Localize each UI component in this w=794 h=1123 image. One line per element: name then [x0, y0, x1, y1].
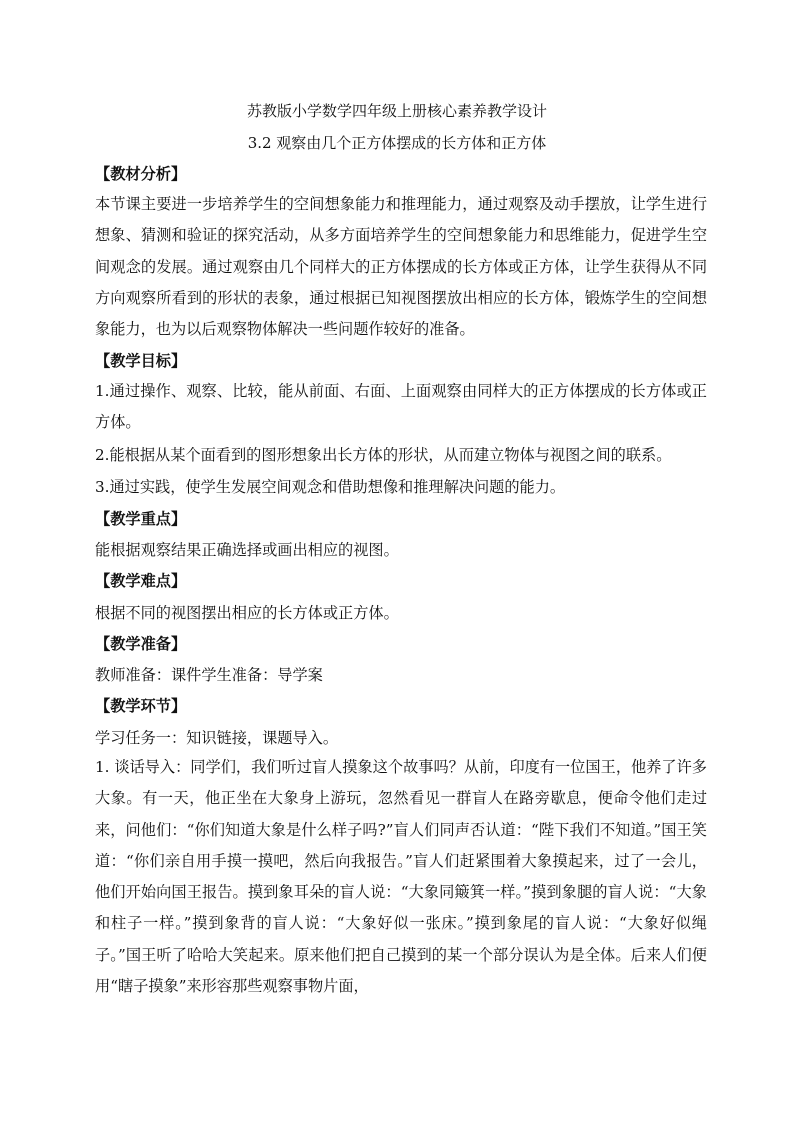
analysis-heading: 【教材分析】 [95, 165, 187, 183]
document-subtitle: 3.2 观察由几个正方体摆成的长方体和正方体 [247, 134, 547, 152]
preparation-text: 教师准备：课件学生准备：导学案 [95, 666, 323, 684]
key-points-text: 能根据观察结果正确选择或画出相应的视图。 [95, 541, 399, 559]
difficulties-heading: 【教学难点】 [95, 572, 187, 590]
goal-item-2: 2.能根据从某个面看到的图形想象出长方体的形状，从而建立物体与视图之间的联系。 [95, 446, 672, 464]
process-paragraph: 1. 谈话导入：同学们，我们听过盲人摸象这个故事吗？从前，印度有一位国王，他养了许多大象。有一天，他正坐在大象身上游玩，忽然看见一群盲人在路旁歇息，便命令他们走过来，问他们：“你们知道大象是什么样子吗?”盲人们同声否认道：“陛下我们不知道。”国王笑道：“你们亲自用手摸一摸吧，然后向我报告。”盲人们赶紧围着大象摸起来，过了一会儿，他们开始向国王报告。摸到象耳朵的盲人说：“大象同簸箕一样。”摸到象腿的盲人说：“大象和柱子一样。”摸到象背的盲人说：“大象好似一张床。”摸到象尾的盲人说：“大象好似绳子。”国王听了哈哈大笑起来。原来他们把自己摸到的某一个部分误认为是全体。后来人们便用“瞎子摸象”来形容那些观察事物片面， [95, 758, 707, 996]
key-points-heading: 【教学重点】 [95, 510, 187, 528]
goal-item-3: 3.通过实践，使学生发展空间观念和借助想像和推理解决问题的能力。 [95, 478, 566, 496]
preparation-heading: 【教学准备】 [95, 635, 187, 653]
document-title: 苏教版小学数学四年级上册核心素养教学设计 [246, 102, 547, 120]
analysis-paragraph: 本节课主要进一步培养学生的空间想象能力和推理能力，通过观察及动手摆放，让学生进行想象、猜测和验证的探究活动，从多方面培养学生的空间想象能力和思维能力，促进学生空间观念的发展。通过观察由几个同样大的正方体摆成的长方体或正方体，让学生获得从不同方向观察所看到的形状的表象，通过根据已知视图摆放出相应的长方体，锻炼学生的空间想象能力，也为以后观察物体解决一些问题作较好的准备。 [95, 195, 707, 339]
goals-heading: 【教学目标】 [95, 352, 187, 370]
goal-item-1: 1.通过操作、观察、比较，能从前面、右面、上面观察由同样大的正方体摆成的长方体或正方体。 [95, 382, 707, 432]
process-task: 学习任务一：知识链接，课题导入。 [95, 729, 338, 747]
difficulties-text: 根据不同的视图摆出相应的长方体或正方体。 [95, 604, 399, 622]
process-heading: 【教学环节】 [95, 697, 187, 715]
